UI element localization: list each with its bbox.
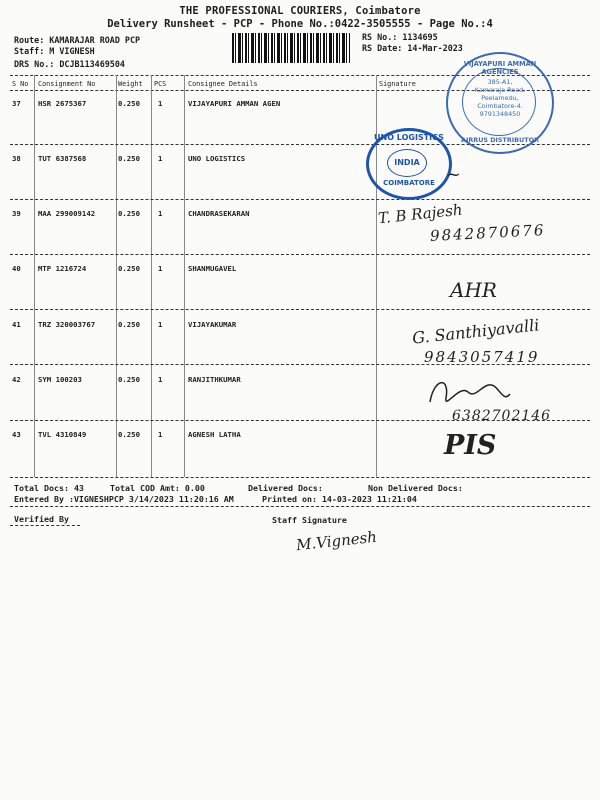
signature-row-40: AHR <box>450 278 497 302</box>
row-consignee: SHANMUGAVEL <box>188 264 237 273</box>
footer-rule <box>10 506 590 507</box>
route-label: Route: KAMARAJAR ROAD PCP <box>14 35 141 45</box>
row-consignment: SYM 100203 <box>38 375 82 384</box>
signature-row-42-phone: 6382702146 <box>452 408 552 424</box>
row-sno: 40 <box>12 264 21 273</box>
verified-by-underline <box>10 525 80 526</box>
page-title: THE PROFESSIONAL COURIERS, Coimbatore <box>179 5 421 17</box>
vijayapuri-stamp <box>446 52 554 154</box>
stamp-address-line: Kamaraja Road, <box>474 86 526 94</box>
row-consignee: RANJITHKUMAR <box>188 375 241 384</box>
stamp-address <box>472 78 528 118</box>
col-divider <box>184 75 185 477</box>
drs-number: DRS No.: DCJB113469504 <box>14 59 125 69</box>
printed-on: Printed on: 14-03-2023 11:21:04 <box>262 494 417 504</box>
row-weight: 0.250 <box>118 264 140 273</box>
row-pcs: 1 <box>158 99 163 108</box>
row-pcs: 1 <box>158 375 163 384</box>
row-consignee: UNO LOGISTICS <box>188 154 246 163</box>
col-header-signature: Signature <box>379 80 416 88</box>
non-delivered-docs: Non Delivered Docs: <box>368 483 463 493</box>
row-consignment: TRZ 320003767 <box>38 320 96 329</box>
row-sno: 39 <box>12 209 21 218</box>
signature-row-39-name: T. B Rajesh <box>377 200 464 228</box>
row-consignment: MTP 1216724 <box>38 264 87 273</box>
entered-by: Entered By :VIGNESHPCP 3/14/2023 11:20:16 AM <box>14 494 234 504</box>
total-cod-amount: Total COD Amt: 0.00 <box>110 483 205 493</box>
row-pcs: 1 <box>158 209 163 218</box>
col-header-weight: Weight <box>118 80 143 88</box>
staff-signature-label: Staff Signature <box>272 515 347 525</box>
row-pcs: 1 <box>158 430 163 439</box>
row-consignee: VIJAYAKUMAR <box>188 320 237 329</box>
stamp-address-line: 385-A1, <box>487 78 513 86</box>
row-sno: 41 <box>12 320 21 329</box>
row-separator <box>10 199 590 200</box>
row-weight: 0.250 <box>118 375 140 384</box>
col-header-consignment: Consignment No <box>38 80 96 88</box>
signature-row-43: PIS <box>444 430 497 461</box>
row-consignment: HSR 2675367 <box>38 99 87 108</box>
row-consignment: MAA 299009142 <box>38 209 96 218</box>
col-header-consignee: Consignee Details <box>188 80 258 88</box>
row-separator <box>10 309 590 310</box>
stamp-top-text: UNO LOGISTICS <box>374 133 444 142</box>
stamp-bottom-text: AIRRUS DISTRIBUTOR <box>461 136 539 144</box>
stamp-top-text: VIJAYAPURI AMMAN AGENCIES <box>463 60 537 76</box>
row-separator <box>10 254 590 255</box>
col-header-sno: S No <box>12 80 29 88</box>
col-divider <box>116 75 117 477</box>
row-sno: 38 <box>12 154 21 163</box>
row-sno: 43 <box>12 430 21 439</box>
row-consignee: CHANDRASEKARAN <box>188 209 250 218</box>
stamp-center-text: INDIA <box>387 149 427 177</box>
stamp-address-line: Peelamedu, <box>481 94 519 102</box>
col-header-pcs: PCS <box>154 80 167 88</box>
total-docs: Total Docs: 43 <box>14 483 84 493</box>
signature-row-39-phone: 9842870676 <box>429 220 546 246</box>
row-weight: 0.250 <box>118 154 140 163</box>
signature-row-41-phone: 9843057419 <box>424 348 540 366</box>
uno-logistics-stamp <box>366 128 452 200</box>
row-pcs: 1 <box>158 264 163 273</box>
rs-number: RS No.: 1134695 <box>362 32 438 42</box>
row-weight: 0.250 <box>118 209 140 218</box>
row-sno: 42 <box>12 375 21 384</box>
row-weight: 0.250 <box>118 320 140 329</box>
table-bottom-rule <box>10 477 590 478</box>
staff-signature: M.Vignesh <box>295 527 378 555</box>
row-pcs: 1 <box>158 154 163 163</box>
row-weight: 0.250 <box>118 430 140 439</box>
barcode <box>232 33 350 63</box>
stamp-bottom-text: COIMBATORE <box>383 179 435 187</box>
row-consignment: TVL 4310849 <box>38 430 87 439</box>
col-divider <box>34 75 35 477</box>
delivered-docs: Delivered Docs: <box>248 483 323 493</box>
col-divider <box>151 75 152 477</box>
row-consignment: TUT 6387568 <box>38 154 87 163</box>
stamp-phone: 9791348450 <box>479 110 521 118</box>
row-consignee: VIJAYAPURI AMMAN AGEN <box>188 99 281 108</box>
row-sno: 37 <box>12 99 21 108</box>
page-subtitle: Delivery Runsheet - PCP - Phone No.:0422-3505555 - Page No.:4 <box>107 18 493 30</box>
rs-date: RS Date: 14-Mar-2023 <box>362 43 463 53</box>
staff-label: Staff: M VIGNESH <box>14 46 95 56</box>
row-consignee: AGNESH LATHA <box>188 430 241 439</box>
signature-row-41-name: G. Santhiyavalli <box>411 315 541 348</box>
stamp-address-line: Coimbatore-4. <box>477 102 523 110</box>
row-pcs: 1 <box>158 320 163 329</box>
row-weight: 0.250 <box>118 99 140 108</box>
verified-by: Verified By <box>14 514 69 524</box>
signature-row-38: ~ <box>446 164 462 185</box>
